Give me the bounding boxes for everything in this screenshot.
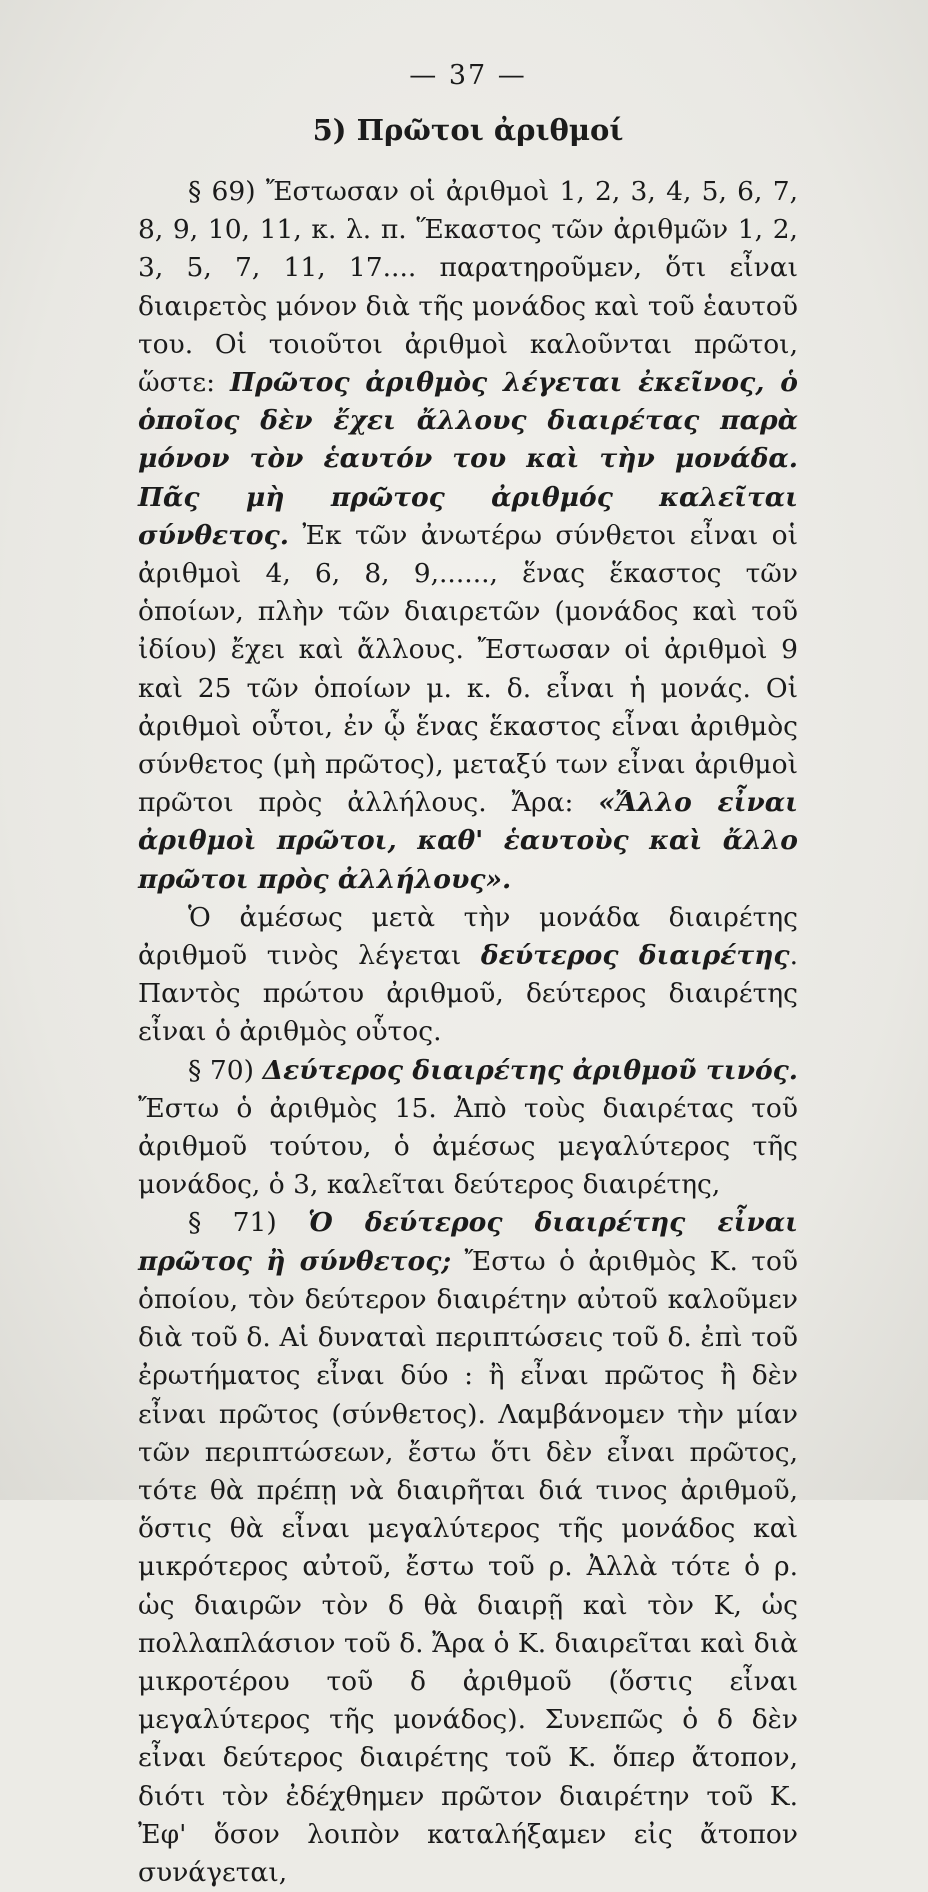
paragraph-second-divisor: [138, 899, 798, 1052]
heading-71: Ὁ δεύτερος διαιρέτης εἶναι πρῶτος ἢ σύνθετος;: [138, 1207, 798, 1277]
paragraph-70: [138, 1052, 798, 1205]
text-segment: § 70): [188, 1054, 263, 1086]
term-second-divisor: δεύτερος διαιρέτης: [480, 940, 790, 972]
text-segment: § 71): [188, 1207, 309, 1239]
text-segment: Ἐκ τῶν ἀνωτέρω σύνθετοι εἶναι οἱ ἀριθμοὶ 4, 6, 8, 9,......, ἕνας ἕκαστος τῶν ὁποίων, πλὴν τῶν διαιρετῶν (μονάδος καὶ τοῦ ἰδίου) ἔχει καὶ ἄλλους. Ἔστωσαν οἱ ἀριθμοὶ 9 καὶ 25 τῶν ὁποίων μ. κ. δ. εἶναι ἡ μονάς. Οἱ ἀριθμοὶ οὗτοι, ἐν ᾧ ἕνας ἕκαστος εἶναι ἀριθμὸς σύνθετος (μὴ πρῶτος), μεταξύ των εἶναι ἀριθμοὶ πρῶτοι πρὸς ἀλλήλους. Ἄρα:: [138, 519, 798, 819]
text-segment: § 69) Ἔστωσαν οἱ ἀριθμοὶ 1, 2, 3, 4, 5, 6, 7, 8, 9, 10, 11, κ. λ. π. Ἕκαστος τῶν ἀριθμῶν 1, 2, 3, 5, 7, 11, 17.... παρατηροῦμεν, ὅτι εἶναι διαιρετὸς μόνον διὰ τῆς μονάδος καὶ τοῦ ἑαυτοῦ του. Οἱ τοιοῦτοι ἀριθμοὶ καλοῦνται πρῶτοι, ὥστε:: [138, 176, 798, 399]
definition-prime-number: Πρῶτος ἀριθμὸς λέγεται ἐκεῖνος, ὁ ὁποῖος δὲν ἔχει ἄλλους διαιρέτας παρὰ μόνον τὸν ἑαυτόν του καὶ τὴν μονάδα. Πᾶς μὴ πρῶτος ἀριθμός καλεῖται σύνθετος.: [138, 367, 798, 551]
heading-70: Δεύτερος διαιρέτης ἀριθμοῦ τινός.: [262, 1054, 799, 1086]
paragraph-71: [138, 1204, 798, 1892]
text-segment: Ἔστω ὁ ἀριθμὸς Κ. τοῦ ὁποίου, τὸν δεύτερον διαιρέτην αὐτοῦ καλοῦμεν διὰ τοῦ δ. Αἱ δυναταὶ περιπτώσεις τοῦ δ. ἐπὶ τοῦ ἐρωτήματος εἶναι δύο : ἢ εἶναι πρῶτος ἢ δὲν εἶναι πρῶτος (σύνθετος). Λαμβάνομεν τὴν μίαν τῶν περιπτώσεων, ἔστω ὅτι δὲν εἶναι πρῶτος, τότε θὰ πρέπῃ νὰ διαιρῆται διά τινος ἀριθμοῦ, ὅστις θὰ εἶναι μεγαλύτερος τῆς μονάδος καὶ μικρότερος αὐτοῦ, ἔστω τοῦ ρ. Ἀλλὰ τότε ὁ ρ. ὡς διαιρῶν τὸν δ θὰ διαιρῇ καὶ τὸν Κ, ὡς πολλαπλάσιον τοῦ δ. Ἄρα ὁ Κ. διαιρεῖται καὶ διὰ μικροτέρου τοῦ δ ἀριθμοῦ (ὅστις εἶναι μεγαλύτερος τῆς μονάδος). Συνεπῶς ὁ δ δὲν εἶναι δεύτερος διαιρέτης τοῦ Κ. ὅπερ ἄτοπον, διότι τὸν ἐδέχθημεν πρῶτον διαιρέτην τοῦ Κ. Ἐφ' ὅσον λοιπὸν καταλήξαμεν εἰς ἄτοπον συνάγεται,: [138, 1245, 799, 1888]
paragraph-69: [138, 173, 798, 899]
section-title: 5) Πρῶτοι ἀριθμοί: [312, 113, 624, 147]
emphasis-relatively-prime: «Ἄλλο εἶναι ἀριθμοὶ πρῶτοι, καθ' ἑαυτοὺς καὶ ἄλλο πρῶτοι πρὸς ἀλλήλους».: [138, 787, 798, 895]
page-number: — 37 —: [409, 60, 527, 91]
text-segment: . Παντὸς πρώτου ἀριθμοῦ, δεύτερος διαιρέτης εἶναι ὁ ἀριθμὸς οὗτος.: [138, 940, 798, 1048]
text-segment: Ἔστω ὁ ἀριθμὸς 15. Ἀπὸ τοὺς διαιρέτας τοῦ ἀριθμοῦ τούτου, ὁ ἀμέσως μεγαλύτερος τῆς μονάδος, ὁ 3, καλεῖται δεύτερος διαιρέτης,: [138, 1092, 798, 1201]
body-text: [138, 173, 798, 1892]
text-segment: Ὁ ἀμέσως μετὰ τὴν μονάδα διαιρέτης ἀριθμοῦ τινὸς λέγεται: [138, 901, 798, 972]
